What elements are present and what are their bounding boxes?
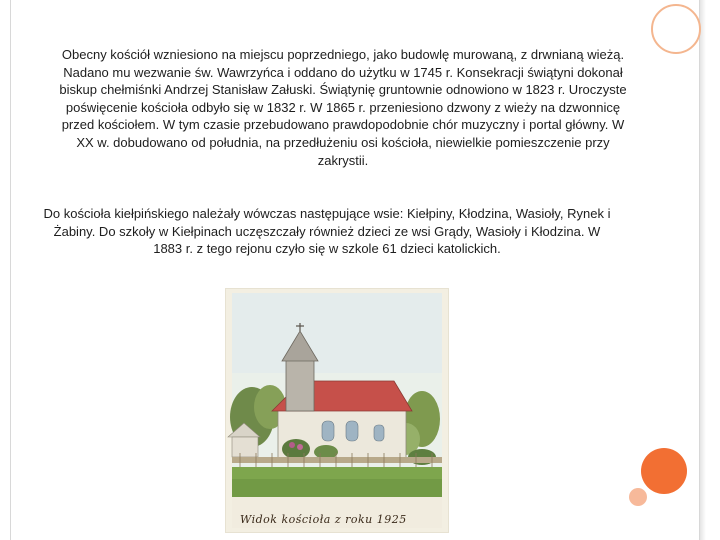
bush — [314, 445, 338, 459]
paragraph-history: Obecny kościół wzniesiono na miejscu poprzedniego, jako budowlę murowaną, z drwnianą wieżą. Nadano mu wezwanie św. Wawrzyńca i oddano do użytku w 1745 r. Konsekracji świątyni dokonał biskup chełmiśnki Andrzej Stanisław Załuski. Świątynię gruntownie odnowiono w 1823 r. Uroczyste poświęcenie kościoła odbyło się w 1832 r. W 1865 r. przeniesiono dzwony z wieży na dzwonnicę przed kościołem. W tym czasie przebudowano prawdopodobnie chór muzyczny i portal główny. W XX w. dobudowano od południa, na przedłużeniu osi kościoła, niewielkie pomieszczenie przy zakrystii. — [59, 47, 627, 168]
fence-rail — [232, 457, 442, 463]
grass-shade — [232, 479, 442, 497]
flower — [289, 442, 295, 448]
bush — [282, 439, 310, 459]
paragraph-parish: Do kościoła kiełpińskiego należały wówczas następujące wsie: Kiełpiny, Kłodzina, Wasioły, Rynek i Żabiny. Do szkoły w Kiełpinach uczęszczały również dzieci ze wsi Grądy, Wasioły i Kłodzina. W 1883 r. z tego rejonu czyło się w szkole 61 dzieci katolickich. — [43, 206, 611, 257]
church-painting-art — [226, 289, 448, 532]
flower — [297, 444, 303, 450]
painting-caption: Widok kościoła z roku 1925 — [240, 513, 407, 526]
decorative-circle-small — [629, 488, 647, 506]
church-window — [346, 421, 358, 441]
bell-shed — [232, 437, 258, 457]
church-window — [322, 421, 334, 441]
church-window — [374, 425, 384, 441]
decorative-ring — [651, 4, 701, 54]
decorative-circle-large — [641, 448, 687, 494]
church-painting — [226, 289, 448, 532]
slide-shadow — [700, 0, 706, 540]
sky-tone — [232, 293, 442, 373]
church-tower — [286, 359, 314, 411]
